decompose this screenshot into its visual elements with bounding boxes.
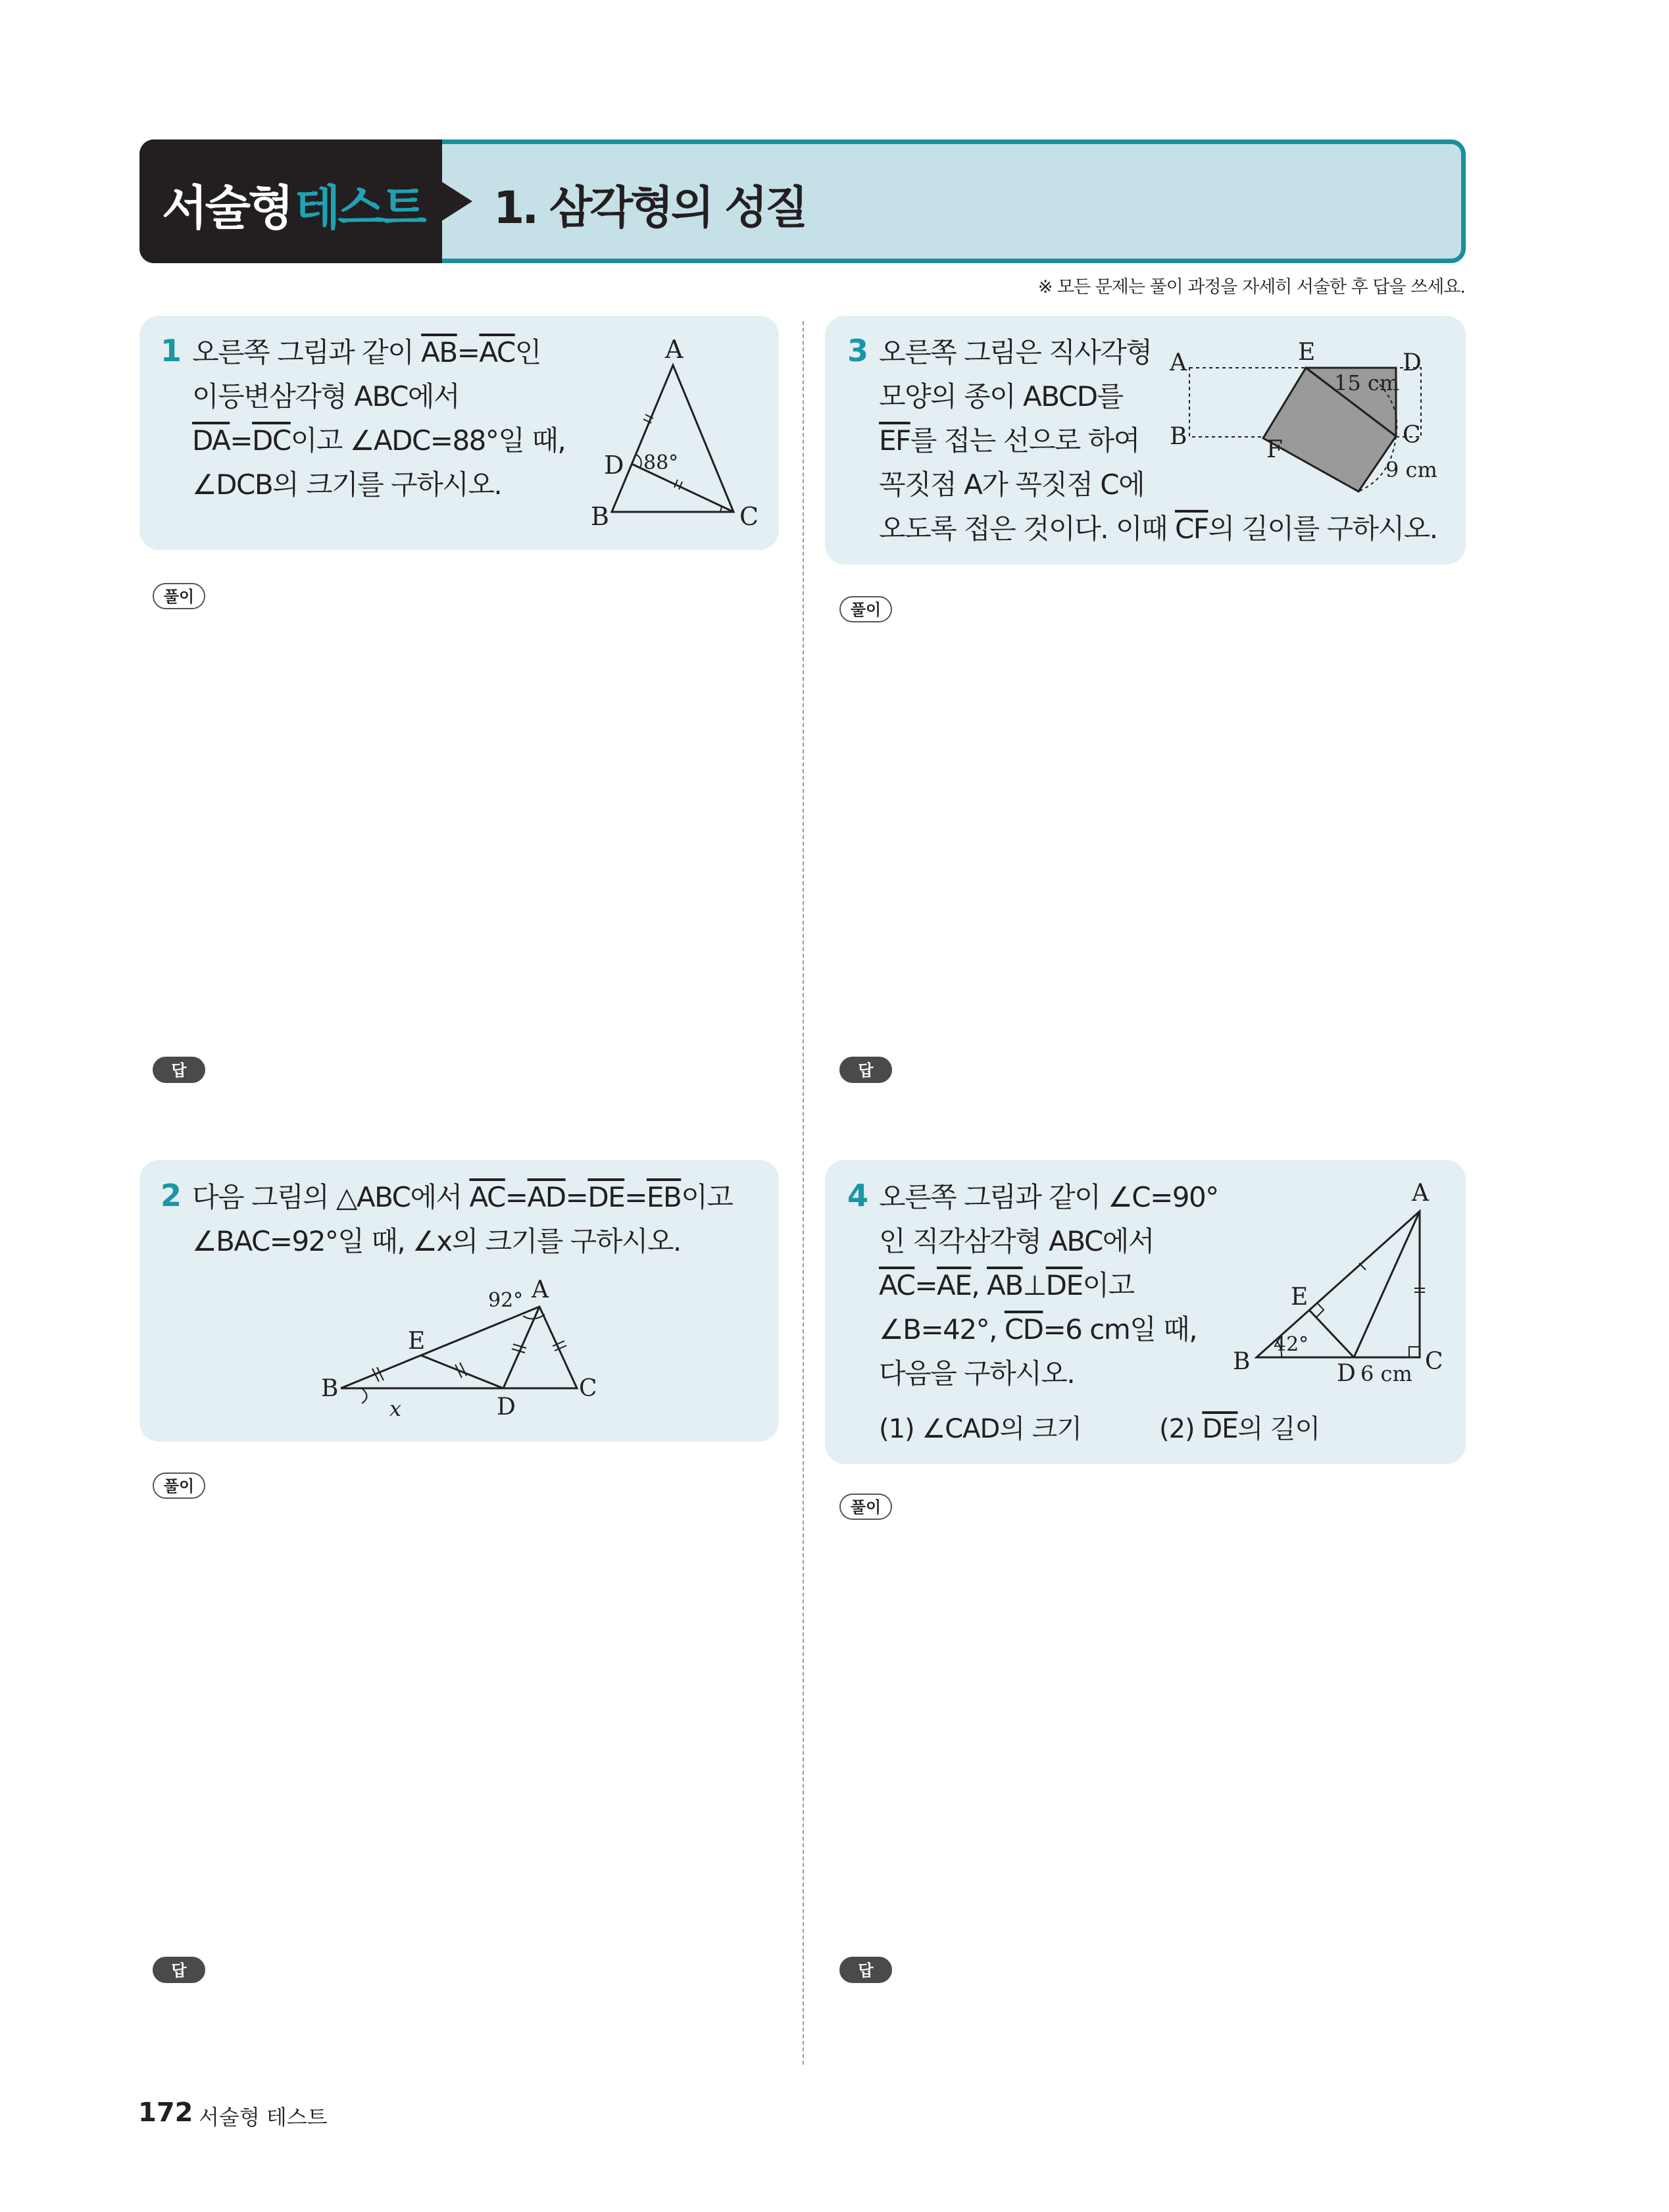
solution-label: 풀이 <box>839 1494 892 1520</box>
sub-question-1: (1) ∠CAD의 크기 <box>879 1414 1082 1444</box>
question-line: 오른쪽 그림과 같이 ∠C=90° <box>879 1181 1218 1213</box>
answer-label: 답 <box>839 1957 892 1983</box>
solution-label: 풀이 <box>153 583 205 609</box>
label-B: B <box>321 1375 339 1402</box>
solution-label: 풀이 <box>153 1472 205 1499</box>
question-line: 인 직각삼각형 ABC에서 <box>879 1225 1154 1257</box>
label-D: D <box>497 1394 516 1420</box>
question-number: 1 <box>161 333 182 368</box>
angle-label: 92° <box>488 1289 524 1312</box>
question-line: ∠BAC=92°일 때, ∠x의 크기를 구하시오. <box>192 1225 681 1257</box>
label-A: A <box>532 1276 549 1303</box>
header-arrow-icon <box>439 139 479 263</box>
label-B: B <box>1170 423 1187 450</box>
label-C: C <box>739 502 759 531</box>
label-F: F <box>1266 436 1283 463</box>
figure-isosceles-triangle <box>579 329 776 540</box>
label-D: D <box>1337 1360 1356 1387</box>
chapter-title: 1. 삼각형의 성질 <box>493 182 806 234</box>
footer-label: 서술형 테스트 <box>199 2105 328 2130</box>
question-text <box>192 330 565 507</box>
header-title-part2: 테스트 <box>295 180 424 236</box>
label-A: A <box>665 335 684 364</box>
length-label-CD: 6 cm <box>1360 1361 1412 1386</box>
question-line: ∠DCB의 크기를 구하시오. <box>192 468 502 501</box>
question-line: $\overline{EF}$를 접는 선으로 하여 <box>879 424 1139 457</box>
figure-right-triangle <box>1224 1174 1460 1398</box>
question-line: $\overline{DA}=\overline{DC}$이고 ∠ADC=88°일 때, <box>192 424 566 457</box>
question-line: 모양의 종이 ABCD를 <box>879 380 1123 413</box>
label-D: D <box>1403 349 1422 376</box>
figure-folded-rectangle <box>1164 332 1441 503</box>
length-label-DC: 9 cm <box>1385 457 1437 482</box>
label-B: B <box>1233 1348 1251 1375</box>
label-C: C <box>1403 422 1421 449</box>
answer-label: 답 <box>839 1057 892 1083</box>
question-number: 3 <box>847 333 869 368</box>
question-line: $\overline{AC}=\overline{AE}$, $\overline{AB}\perp\overline{DE}$이고 <box>879 1269 1134 1301</box>
question-line: 오도록 접은 것이다. 이때 $\overline{CF}$의 길이를 구하시오. <box>879 513 1437 545</box>
label-C: C <box>579 1375 597 1402</box>
solution-label: 풀이 <box>839 596 892 622</box>
sub-question-2: (2) $\overline{DE}$의 길이 <box>1159 1414 1320 1444</box>
question-number: 2 <box>161 1178 182 1213</box>
label-E: E <box>408 1328 426 1355</box>
label-A: A <box>1412 1180 1429 1207</box>
label-D: D <box>604 451 624 480</box>
question-line: ∠B=42°, $\overline{CD}=6$ cm일 때, <box>879 1313 1197 1345</box>
question-line: 다음을 구하시오. <box>879 1357 1075 1390</box>
angle-label: 42° <box>1274 1333 1309 1356</box>
label-C: C <box>1425 1348 1443 1375</box>
angle-label: 88° <box>643 451 679 474</box>
label-E: E <box>1291 1284 1308 1311</box>
label-B: B <box>591 502 609 531</box>
length-label-ED: 15 cm <box>1334 370 1400 395</box>
angle-x-label: x <box>389 1396 402 1421</box>
answer-label: 답 <box>153 1957 205 1983</box>
question-line: 다음 그림의 △ABC에서 $\overline{AC}=\overline{AD}=\overline{DE}=\overline{EB}$이고 <box>192 1181 733 1213</box>
header-title-part1: 서술형 <box>162 180 291 236</box>
answer-label: 답 <box>153 1057 205 1083</box>
question-text <box>879 1175 1218 1395</box>
column-divider <box>803 321 804 2065</box>
question-line: 오른쪽 그림과 같이 $\overline{AB}=\overline{AC}$인 <box>192 336 541 368</box>
label-A: A <box>1170 349 1187 376</box>
question-number: 4 <box>847 1178 869 1213</box>
label-E: E <box>1298 339 1316 366</box>
question-line: 꼭짓점 A가 꼭짓점 C에 <box>879 468 1145 501</box>
figure-triangle-x <box>309 1275 612 1426</box>
instruction-notice: ※ 모든 문제는 풀이 과정을 자세히 서술한 후 답을 쓰세요. <box>1037 277 1465 297</box>
question-text <box>192 1175 732 1263</box>
question-line: 이등변삼각형 ABC에서 <box>192 380 460 413</box>
question-line: 오른쪽 그림은 직사각형 <box>879 336 1152 368</box>
page-number: 172 <box>138 2098 193 2128</box>
